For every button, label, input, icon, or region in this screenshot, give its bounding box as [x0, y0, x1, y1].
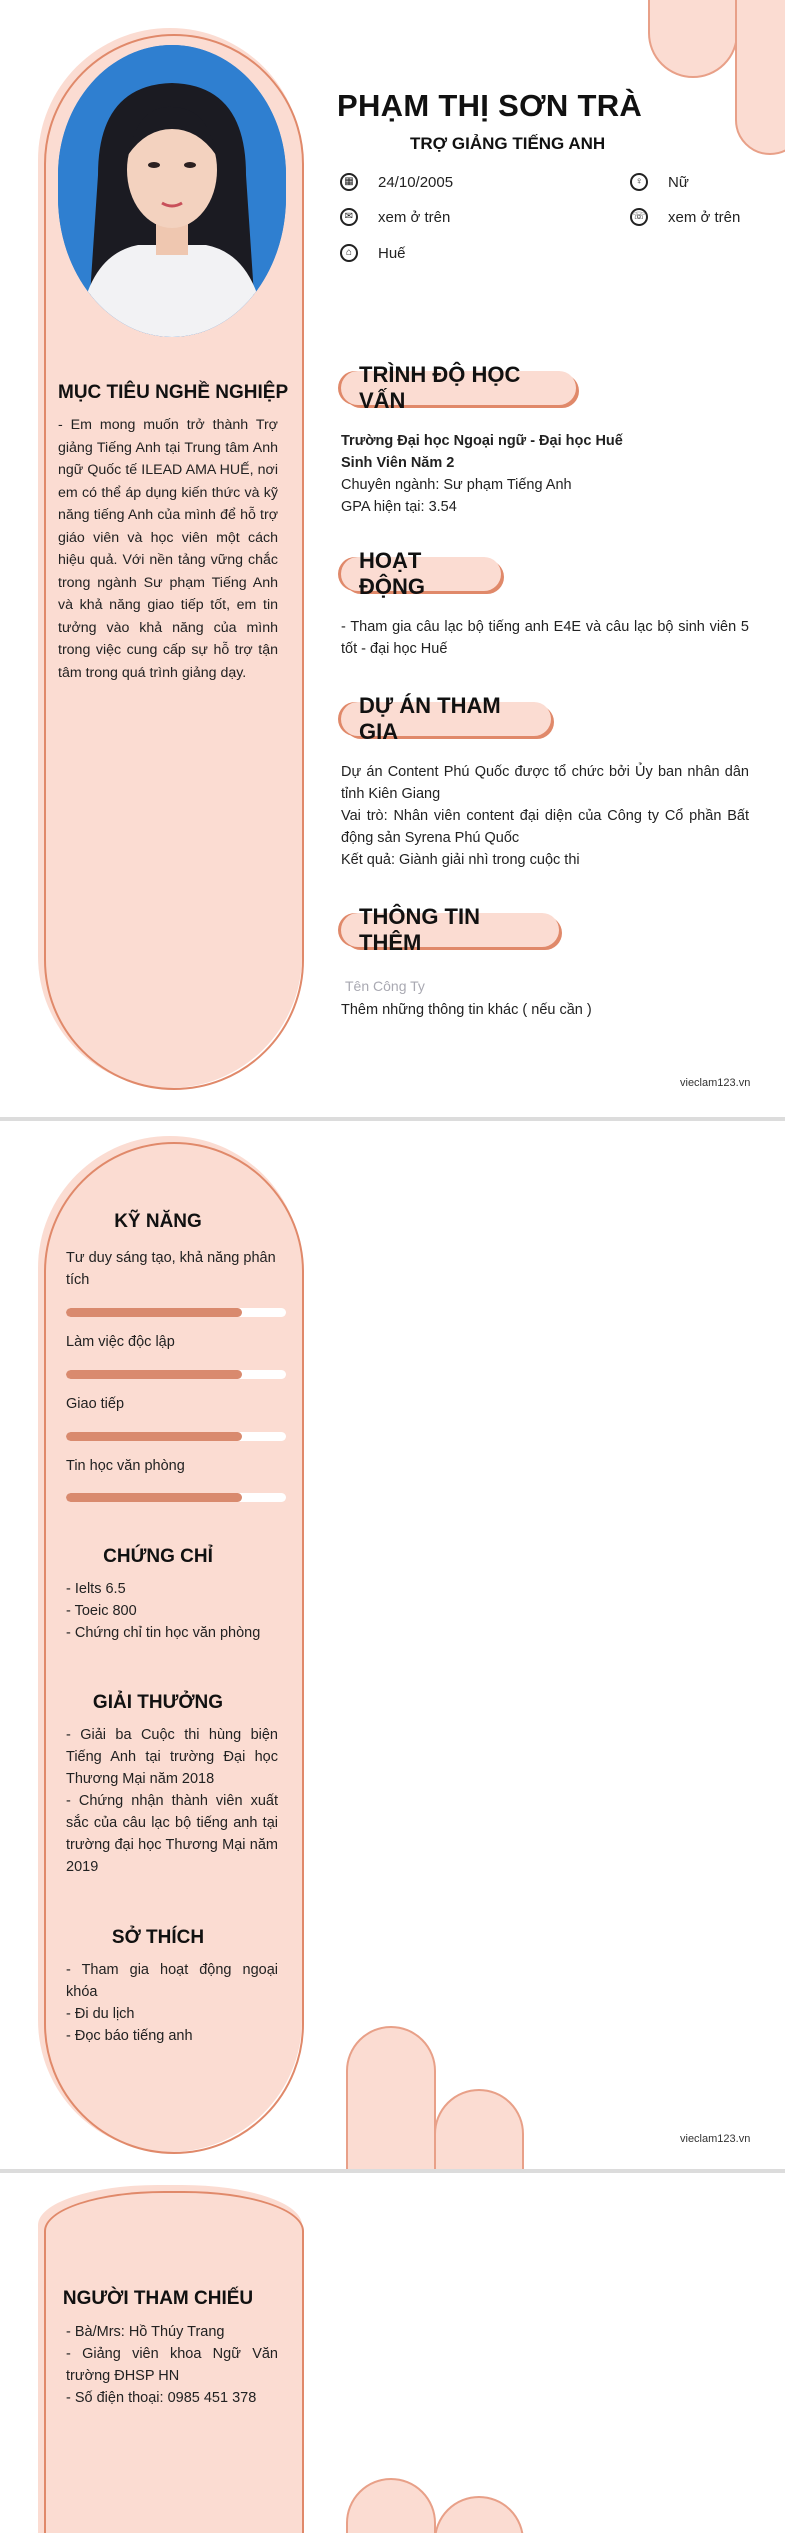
- decor-shape: [346, 2026, 436, 2169]
- education-gpa: GPA hiện tại: 3.54: [341, 499, 457, 515]
- activities-heading: HOẠT ĐỘNG: [341, 557, 501, 591]
- education-block: [341, 430, 751, 518]
- list-item: - Bà/Mrs: Hồ Thúy Trang: [66, 2324, 225, 2340]
- extra-heading: THÔNG TIN THÊM: [341, 913, 559, 947]
- phone-icon: ☏: [630, 208, 648, 226]
- skill-bar-fill: [66, 1308, 242, 1317]
- footer-brand: vieclam123.vn: [680, 2133, 751, 2145]
- skill-label: Làm việc độc lập: [66, 1334, 175, 1350]
- email-row: [340, 208, 450, 226]
- skill-bar-fill: [66, 1370, 242, 1379]
- awards-list: [66, 1724, 278, 1878]
- skill-bar-fill: [66, 1432, 242, 1441]
- education-major: Chuyên ngành: Sư phạm Tiếng Anh: [341, 477, 572, 493]
- project-result: Kết quả: Giành giải nhì trong cuộc thi: [341, 852, 580, 868]
- objective-text: - Em mong muốn trở thành Trợ giảng Tiếng Anh tại Trung tâm Anh ngữ Quốc tế ILEAD AMA HUẾ, nơi em có thể áp dụng kiến thức và kỹ năng tiếng Anh của mình để hỗ trợ giáo viên và học viên một cách hiệu quả. Với nền tảng vững chắc trong ngành Sư phạm Tiếng Anh và khả năng giao tiếp tốt, em tin tưởng vào khả năng của mình trong việc cung cấp sự hỗ trợ tận tâm trong quá trình giảng dạy.: [58, 417, 278, 681]
- candidate-name: PHẠM THỊ SƠN TRÀ: [337, 88, 643, 123]
- list-item: - Chứng nhận thành viên xuất sắc của câu lạc bộ tiếng anh tại trường đại học Thương Mại năm 2019: [66, 1793, 278, 1875]
- references-list: [66, 2321, 278, 2409]
- decor-shape: [346, 2478, 436, 2533]
- cv-page-2: [0, 1121, 785, 2169]
- email-value: xem ở trên: [378, 208, 451, 226]
- email-icon: ✉: [340, 208, 358, 226]
- decor-shape: [648, 0, 738, 78]
- awards-title: GIẢI THƯỞNG: [92, 1692, 224, 1713]
- list-item: - Giảng viên khoa Ngữ Văn trường ĐHSP HN: [66, 2346, 278, 2384]
- hobbies-title: SỞ THÍCH: [111, 1927, 205, 1948]
- project-role: Vai trò: Nhân viên content đại diện của Công ty Cổ phần Bất động sản Syrena Phú Quốc: [341, 808, 749, 846]
- list-item: - Đọc báo tiếng anh: [66, 2028, 193, 2044]
- job-title: TRỢ GIẢNG TIẾNG ANH: [410, 134, 606, 153]
- skill-bar: [66, 1308, 286, 1317]
- address-row: [340, 244, 406, 262]
- education-school: Trường Đại học Ngoại ngữ - Đại học Huế: [341, 433, 623, 449]
- address-value: Huế: [378, 244, 406, 262]
- gender-row: [630, 173, 689, 191]
- list-item: - Toeic 800: [66, 1603, 137, 1619]
- list-item: - Ielts 6.5: [66, 1581, 126, 1597]
- gender-value: Nữ: [668, 173, 689, 191]
- objective-title: MỤC TIÊU NGHỀ NGHIỆP: [58, 382, 289, 403]
- skill-label: Tin học văn phòng: [66, 1458, 185, 1474]
- skill-label: Giao tiếp: [66, 1396, 125, 1412]
- skill-bar: [66, 1370, 286, 1379]
- calendar-icon: ▦: [340, 173, 358, 191]
- extra-company: Tên Công Ty: [345, 978, 425, 994]
- decor-shape: [434, 2496, 524, 2533]
- gender-icon: ♀: [630, 173, 648, 191]
- projects-block: [341, 761, 749, 871]
- hobbies-list: [66, 1959, 278, 2047]
- activities-text: - Tham gia câu lạc bộ tiếng anh E4E và câu lạc bộ sinh viên 5 tốt - đại học Huế: [341, 619, 749, 657]
- list-item: - Giải ba Cuộc thi hùng biện Tiếng Anh tại trường Đại học Thương Mại năm 2018: [66, 1727, 278, 1787]
- footer-brand: vieclam123.vn: [680, 1077, 751, 1089]
- list-item: - Tham gia hoạt động ngoại khóa: [66, 1962, 278, 2000]
- list-item: - Số điện thoại: 0985 451 378: [66, 2390, 257, 2406]
- skill-bar-fill: [66, 1493, 242, 1502]
- projects-heading: DỰ ÁN THAM GIA: [341, 702, 551, 736]
- education-heading: TRÌNH ĐỘ HỌC VẤN: [341, 371, 576, 405]
- skill-bar: [66, 1493, 286, 1502]
- list-item: - Đi du lịch: [66, 2006, 135, 2022]
- project-line: Dự án Content Phú Quốc được tổ chức bởi Ủy ban nhân dân tỉnh Kiên Giang: [341, 764, 749, 802]
- cv-page-1: [0, 0, 785, 1117]
- extra-text: Thêm những thông tin khác ( nếu cần ): [341, 1002, 592, 1018]
- education-year: Sinh Viên Năm 2: [341, 455, 455, 471]
- avatar: [58, 45, 286, 337]
- cv-page-3: [0, 2173, 785, 2533]
- home-icon: ⌂: [340, 244, 358, 262]
- skill-label: Tư duy sáng tạo, khả năng phân tích: [66, 1250, 276, 1288]
- decor-shape: [434, 2089, 524, 2169]
- birthday-value: 24/10/2005: [378, 173, 454, 191]
- decor-shape: [735, 0, 785, 155]
- skills-title: KỸ NĂNG: [114, 1211, 202, 1232]
- list-item: - Chứng chỉ tin học văn phòng: [66, 1625, 261, 1641]
- certificates-list: [66, 1578, 286, 1644]
- references-title: NGƯỜI THAM CHIẾU: [62, 2288, 254, 2309]
- certificates-title: CHỨNG CHỈ: [103, 1546, 213, 1567]
- birthday-row: [340, 173, 453, 191]
- phone-row: [630, 208, 740, 226]
- skill-bar: [66, 1432, 286, 1441]
- phone-value: xem ở trên: [668, 208, 741, 226]
